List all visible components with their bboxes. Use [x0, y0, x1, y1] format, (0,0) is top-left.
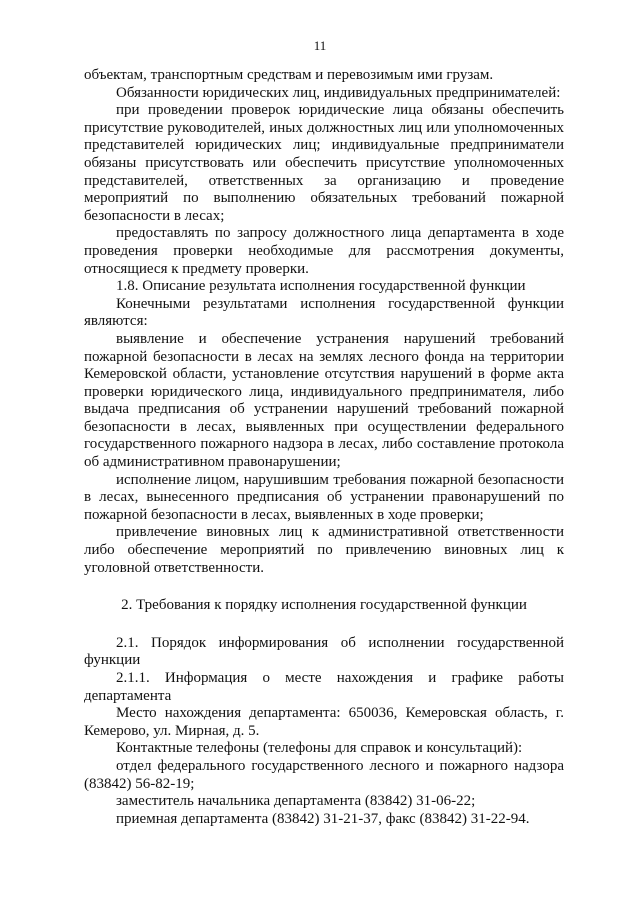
paragraph: 2.1.1. Информация о месте нахождения и графике работы департамента: [84, 670, 564, 704]
paragraph: исполнение лицом, нарушившим требования пожарной безопасности в лесах, вынесенного предписания об устранении правонарушений по пожарной безопасности в лесах, выявленных в ходе проверки;: [84, 471, 564, 523]
paragraph: предоставлять по запросу должностного лица департамента в ходе проведения проверки необходимые для рассмотрения документы, относящиеся к предмету проверки.: [84, 225, 564, 277]
paragraph: привлечение виновных лиц к административной ответственности либо обеспечение мероприятий по привлечению виновных лиц к уголовной ответственности.: [84, 524, 564, 576]
paragraph: Контактные телефоны (телефоны для справок и консультаций):: [116, 740, 523, 757]
page-number: 11: [313, 38, 327, 53]
section-heading: 2. Требования к порядку исполнения государственной функции: [121, 597, 527, 614]
paragraph: Конечными результатами исполнения государственной функции являются:: [84, 295, 564, 330]
paragraph: 1.8. Описание результата исполнения государственной функции: [116, 278, 526, 295]
paragraph: 2.1. Порядок информирования об исполнении государственной функции: [84, 634, 564, 669]
paragraph: отдел федерального государственного лесного и пожарного надзора (83842) 56-82-19;: [84, 757, 564, 792]
paragraph: при проведении проверок юридические лица обязаны обеспечить присутствие руководителей, иных должностных лиц или уполномоченных представителей юридических лиц; индивидуальные предприниматели обязаны присутствовать или обеспечить присутствие уполномоченных представителей, ответственных за организацию и проведение мероприятий по выполнению обязательных требований пожарной безопасности в лесах;: [84, 102, 564, 224]
paragraph: Место нахождения департамента: 650036, Кемеровская область, г. Кемерово, ул. Мирная, д. 5.: [84, 705, 564, 739]
paragraph: выявление и обеспечение устранения нарушений требований пожарной безопасности в лесах на землях лесного фонда на территории Кемеровской области, установление отсутствия нарушений в форме акта проверки юридического лица, индивидуального предпринимателя, либо выдача предписания об устранении нарушений требований пожарной безопасности в лесах, выявленных при осуществлении федерального государственного пожарного надзора в лесах, либо составление протокола об административном правонарушении;: [84, 330, 564, 471]
document-body: [84, 67, 564, 828]
paragraph: заместитель начальника департамента (83842) 31-06-22;: [116, 793, 476, 810]
paragraph: Обязанности юридических лиц, индивидуальных предпринимателей:: [116, 84, 561, 101]
paragraph: приемная департамента (83842) 31-21-37, факс (83842) 31-22-94.: [116, 810, 530, 827]
section-2-text: [84, 635, 564, 829]
section-1-8-text: [84, 67, 564, 577]
paragraph: объектам, транспортным средствам и перевозимым ими грузам.: [84, 67, 494, 83]
